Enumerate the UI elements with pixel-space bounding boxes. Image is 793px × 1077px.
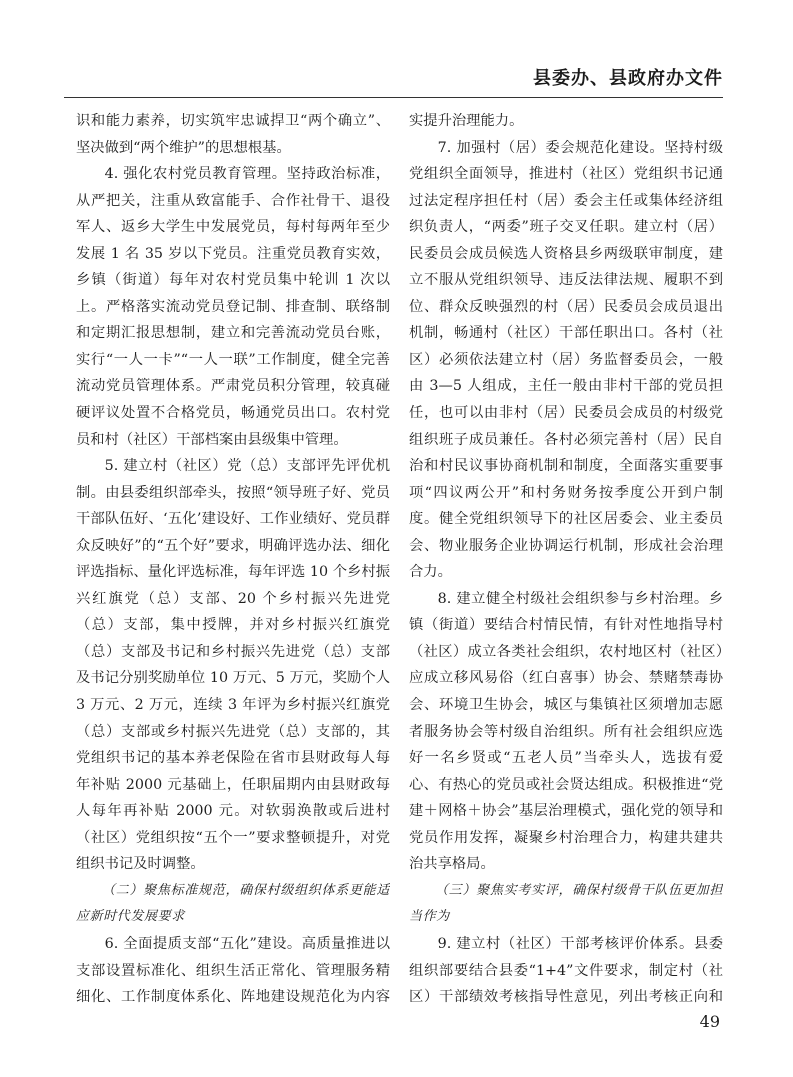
section-heading-3: （三）聚焦实考实评，确保村级骨干队伍更加担当作为 — [409, 882, 723, 925]
left-text-column — [76, 108, 390, 1013]
paragraph-continuation: 识和能力素养，切实筑牢忠诚捍卫“两个确立”、坚决做到“两个维护”的思想根基。 — [76, 113, 390, 156]
header-divider — [64, 97, 723, 98]
section-heading-2: （二）聚焦标准规范，确保村级组织体系更能适应新时代发展要求 — [76, 882, 390, 925]
paragraph-item-8: 8. 建立健全村级社会组织参与乡村治理。乡镇（街道）要结合村情民情，有针对性地指导村（社区）成立各类社会组织，农村地区村（社区）应成立移风易俗（红白喜事）协会、禁赌禁毒协会、环境卫生协会，城区与集镇社区须增加志愿者服务协会等村级自治组织。所有社会组织应选好一名乡贤或“五老人员”当牵头人，选拔有爱心、有热心的党员或社会贤达组成。积极推进“党建＋网格＋协会”基层治理模式，强化党的领导和党员作用发挥，凝聚乡村治理合力，构建共建共治共享格局。 — [409, 590, 723, 873]
page-number: 49 — [699, 1012, 720, 1031]
paragraph-item-7: 7. 加强村（居）委会规范化建设。坚持村级党组织全面领导，推进村（社区）党组织书记通过法定程序担任村（居）委会主任或集体经济组织负责人，“两委”班子交叉任职。建立村（居）民委员会成员候选人资格县乡两级联审制度，建立不服从党组织领导、违反法律法规、履职不到位、群众反映强烈的村（居）民委员会成员退出机制，畅通村（社区）干部任职出口。各村（社区）必须依法建立村（居）务监督委员会，一般由 3—5 人组成，主任一般由非村干部的党员担任，也可以由非村（居）民委员会成员的村级党组织班子成员兼任。各村必须完善村（居）民自治和村民议事协商机制和制度，全面落实重要事项“四议两公开”和村务财务按季度公开到户制度。健全党组织领导下的社区居委会、业主委员会、物业服务企业协调运行机制，形成社会治理合力。 — [409, 139, 723, 581]
paragraph-item-4: 4. 强化农村党员教育管理。坚持政治标准，从严把关，注重从致富能手、合作社骨干、退役军人、返乡大学生中发展党员，每村每两年至少发展 1 名 35 岁以下党员。注重党员教育实效，乡镇（街道）每年对农村党员集中轮训 1 次以上。严格落实流动党员登记制、排查制、联络制和定期汇报思想制，建立和完善流动党员台账，实行“一人一卡”“一人一联”工作制度，健全完善流动党员管理体系。严肃党员积分管理，较真碰硬评议处置不合格党员，畅通党员出口。农村党员和村（社区）干部档案由县级集中管理。 — [76, 166, 390, 448]
paragraph-item-6: 6. 全面提质支部“五化”建设。高质量推进以支部设置标准化、组织生活正常化、管理服务精细化、工作制度体系化、阵地建设规范化为内容 — [76, 935, 390, 1006]
paragraph-item-9: 9. 建立村（社区）干部考核评价体系。县委组织部要结合县委“1+4”文件要求，制定村（社区）干部绩效考核指导性意见，列出考核正向和 — [409, 935, 723, 1006]
paragraph-item-5: 5. 建立村（社区）党（总）支部评先评优机制。由县委组织部牵头，按照“领导班子好、党员干部队伍好、‘五化’建设好、工作业绩好、党员群众反映好”的“五个好”要求，明确评选办法、细化评选指标、量化评选标准，每年评选 10 个乡村振兴红旗党（总）支部、20 个乡村振兴先进党（总）支部，集中授牌，并对乡村振兴红旗党（总）支部及书记和乡村振兴先进党（总）支部及书记分别奖励单位 10 万元、5 万元，奖励个人 3 万元、2 万元，连续 3 年评为乡村振兴红旗党（总）支部或乡村振兴先进党（总）支部的，其党组织书记的基本养老保险在省市县财政每人每年补贴 2000 元基础上，任职届期内由县财政每人每年再补贴 2000 元。对软弱涣散或后进村（社区）党组织按“五个一”要求整顿提升，对党组织书记及时调整。 — [76, 458, 390, 873]
right-text-column — [409, 108, 723, 1013]
running-header-title: 县委办、县政府办文件 — [533, 68, 723, 89]
paragraph-continuation-right: 实提升治理能力。 — [409, 113, 524, 129]
